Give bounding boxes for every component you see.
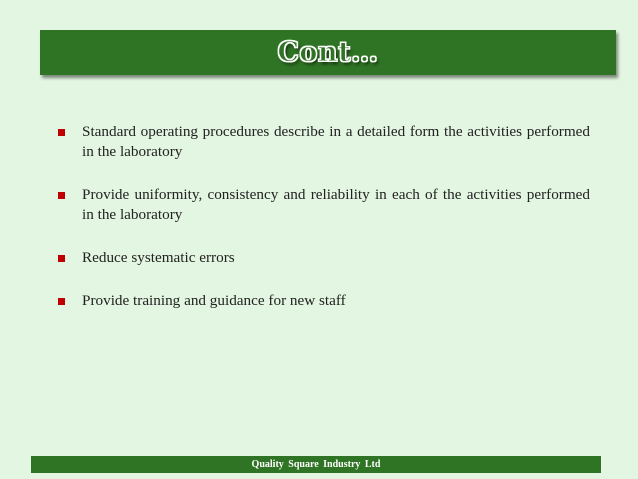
bullet-text: Provide training and guidance for new staff [82, 292, 346, 309]
bullet-item [58, 248, 590, 268]
bullet-list [58, 122, 590, 311]
footer-banner [31, 456, 601, 473]
square-bullet-icon [58, 129, 65, 136]
square-bullet-icon [58, 192, 65, 199]
title-banner [40, 30, 616, 75]
bullet-text: Standard operating procedures describe in a detailed form the activities performed in the laboratory [82, 123, 590, 160]
footer-company-name: Quality Square Industry Ltd [251, 459, 381, 470]
bullet-item [58, 291, 590, 311]
square-bullet-icon [58, 255, 65, 262]
bullet-text: Provide uniformity, consistency and reliability in each of the activities performed in the laboratory [82, 186, 590, 223]
square-bullet-icon [58, 298, 65, 305]
bullet-item [58, 185, 590, 225]
slide-title: Cont… [277, 37, 379, 68]
bullet-text: Reduce systematic errors [82, 249, 235, 266]
bullet-item [58, 122, 590, 162]
